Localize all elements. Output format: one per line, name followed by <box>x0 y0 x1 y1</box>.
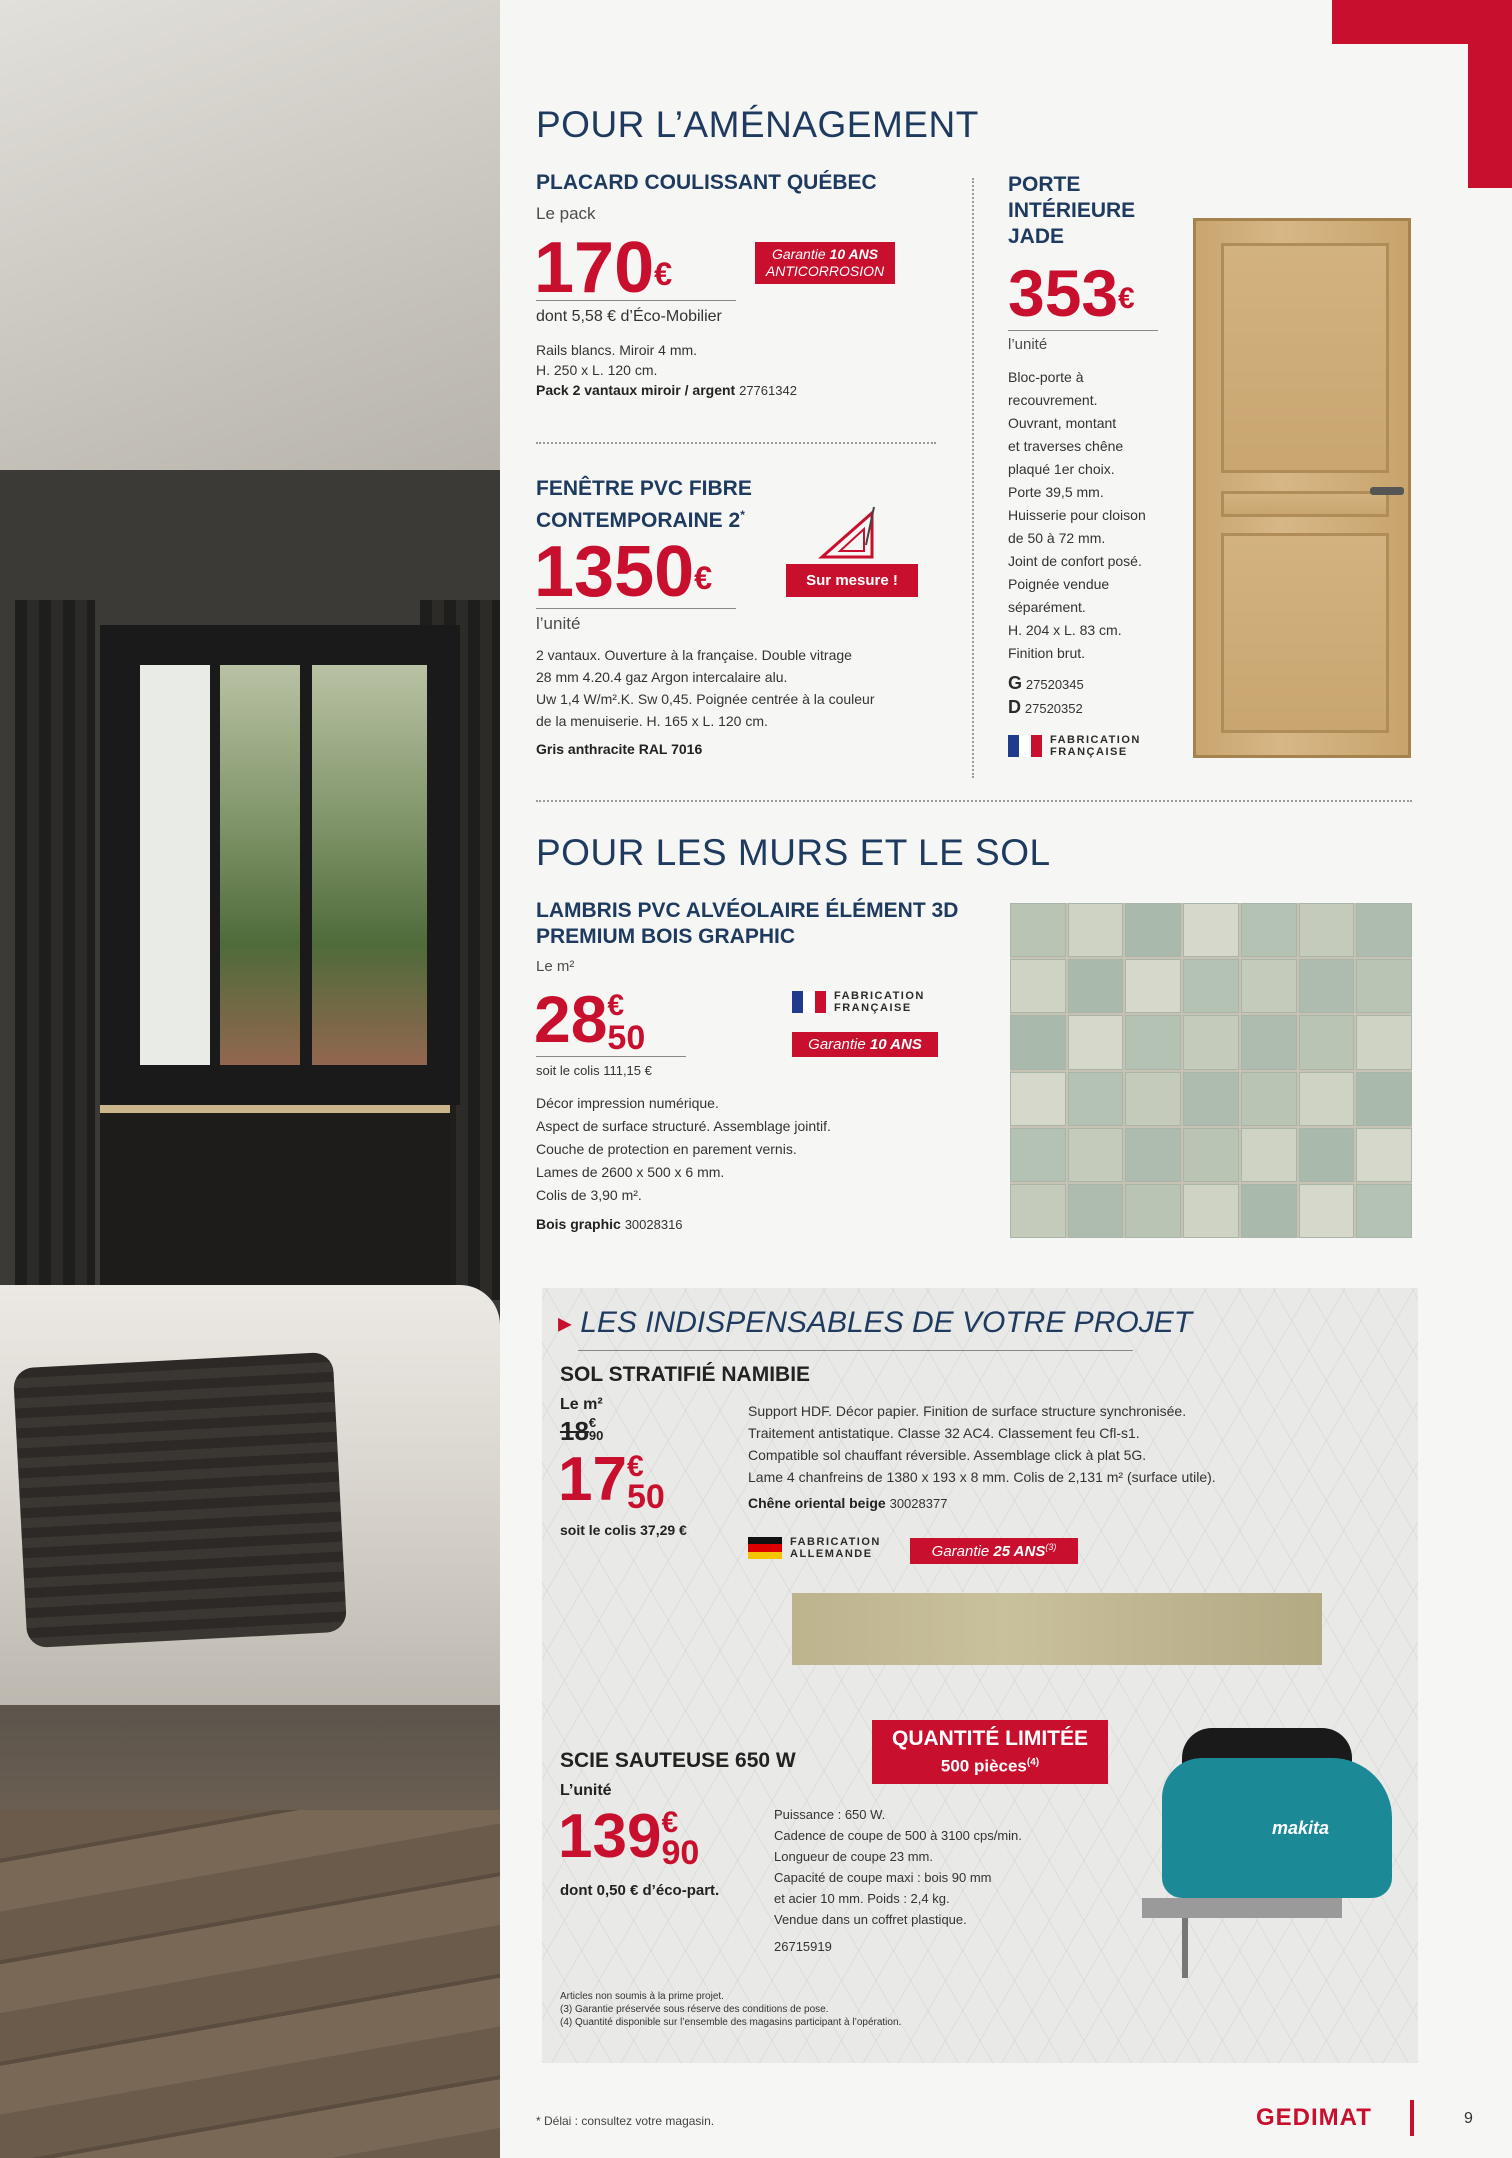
sol-guarantee-badge: Garantie 25 ANS$^{(3)}$ <box>910 1538 1078 1564</box>
wood-floor <box>0 1810 500 2158</box>
porte-title: PORTE INTÉRIEURE JADE <box>1008 173 1136 248</box>
tile-pattern-image <box>1010 903 1412 1238</box>
set-square-icon <box>812 505 882 565</box>
porte-refs: G 27520345 D 27520352 <box>1008 673 1084 717</box>
pillow <box>13 1352 347 1648</box>
scie-price: 139 € 90 <box>558 1802 700 1872</box>
indispensables-box <box>542 1288 1418 2063</box>
curtain-left <box>15 600 95 1300</box>
box-footnotes: Articles non soumis à la prime projet. (3) Garantie préservée sous réserve des conditions de pose. (4) Quantité disponible sur l’ensemble des magasins participant à l’opération. <box>560 1991 902 2028</box>
ceiling <box>0 0 500 470</box>
placard-title: PLACARD COULISSANT QUÉBEC <box>536 171 877 194</box>
section-title-amenagement: POUR L’AMÉNAGEMENT <box>536 104 979 145</box>
sol-unit: Le m² <box>560 1396 603 1413</box>
lambris-guarantee-badge: Garantie 10 ANS <box>792 1032 938 1057</box>
sol-title: SOL STRATIFIÉ NAMIBIE <box>560 1363 811 1386</box>
section-title-murs-sol: POUR LES MURS ET LE SOL <box>536 832 1051 873</box>
jigsaw-image: makita <box>1142 1728 1422 1998</box>
placard-guarantee-badge: Garantie 10 ANS ANTICORROSION <box>755 242 895 284</box>
porte-unit: l’unité <box>1008 336 1048 353</box>
window-photo <box>100 625 460 1105</box>
scie-title: SCIE SAUTEUSE 650 W <box>560 1749 796 1772</box>
indispensables-title: ▶ LES INDISPENSABLES DE VOTRE PROJET <box>558 1306 1193 1339</box>
scie-desc: Puissance : 650 W. Cadence de coupe de 500 à 3100 cps/min. Longueur de coupe 23 mm. Capacité de coupe maxi : bois 90 mm et acier 10 mm. Poids : 2,4 kg. Vendue dans un coffret plastique. 26715919 <box>774 1807 1022 1954</box>
footer-note: * Délai : consultez votre magasin. <box>536 2114 715 2128</box>
lambris-unit: Le m² <box>536 958 575 975</box>
lambris-price: 28 € 50 <box>534 982 646 1057</box>
lambris-fabrication-francaise: FABRICATION FRANÇAISE <box>792 990 925 1014</box>
sol-colis: soit le colis 37,29 € <box>560 1522 687 1538</box>
scie-eco: dont 0,50 € d’éco-part. <box>560 1882 720 1899</box>
fenetre-unit: l’unité <box>536 614 581 633</box>
fenetre-price: 1350€ <box>534 532 713 612</box>
porte-fabrication-francaise: FABRICATION FRANÇAISE <box>1008 734 1141 758</box>
laminate-plank-image <box>792 1593 1322 1665</box>
lambris-title: LAMBRIS PVC ALVÉOLAIRE ÉLÉMENT 3D PREMIUM BOIS GRAPHIC <box>536 899 959 948</box>
sol-old-price: 18 € 90 <box>560 1415 604 1446</box>
scie-unit: L’unité <box>560 1782 612 1799</box>
porte-desc: Bloc-porte à recouvrement. Ouvrant, montant et traverses chêne plaqué 1er choix. Porte 39,5 mm. Huisserie pour cloison de 50 à 72 mm. Joint de confort posé. Poignée vendue séparément. H. 204 x L. 83 cm. Finition brut. <box>1008 369 1146 661</box>
sol-price: 17 € 50 <box>558 1445 665 1516</box>
placard-eco: dont 5,58 € d’Éco-Mobilier <box>536 308 722 325</box>
gedimat-logo: GEDIMAT <box>1256 2104 1372 2131</box>
catalog-page <box>500 0 1512 2158</box>
fenetre-sur-mesure-badge: Sur mesure ! <box>786 564 918 597</box>
quantite-limitee-badge: QUANTITÉ LIMITÉE 500 pièces$^{(4)}$ <box>872 1720 1108 1784</box>
lambris-colis: soit le colis 111,15 € <box>536 1063 652 1078</box>
door-image <box>1193 218 1411 758</box>
placard-desc: Rails blancs. Miroir 4 mm. H. 250 x L. 120 cm. Pack 2 vantaux miroir / argent 27761342 <box>536 342 797 398</box>
germany-flag-icon <box>748 1537 782 1559</box>
fenetre-title: FENÊTRE PVC FIBRE CONTEMPORAINE 2* <box>536 477 752 532</box>
placard-price: 170€ <box>534 228 673 308</box>
fenetre-desc: 2 vantaux. Ouverture à la française. Double vitrage 28 mm 4.20.4 gaz Argon intercalaire alu. Uw 1,4 W/m².K. Sw 0,45. Poignée centrée à la couleur de la menuiserie. H. 165 x L. 120 cm. Gris anthracite RAL 7016 <box>536 647 875 757</box>
porte-price: 353€ <box>1008 256 1135 330</box>
bedroom-photo <box>0 0 500 2158</box>
france-flag-icon <box>1008 735 1042 757</box>
france-flag-icon <box>792 991 826 1013</box>
corner-decoration <box>1332 0 1512 188</box>
page-number: 9 <box>1464 2110 1473 2127</box>
sol-desc: Support HDF. Décor papier. Finition de surface structure synchronisée. Traitement antistatique. Classe 32 AC4. Classement feu Cfl-s1. Compatible sol chauffant réversible. Assemblage click à plat 5G. Lame 4 chanfreins de 1380 x 193 x 8 mm. Colis de 2,131 m² (surface utile). Chêne oriental beige 30028377 <box>748 1403 1216 1511</box>
placard-unit: Le pack <box>536 204 596 223</box>
lambris-desc: Décor impression numérique. Aspect de surface structuré. Assemblage jointif. Couche de protection en parement vernis. Lames de 2600 x 500 x 6 mm. Colis de 3,90 m². Bois graphic 30028316 <box>536 1095 831 1232</box>
dresser <box>100 1105 450 1315</box>
sol-fabrication-allemande: FABRICATION ALLEMANDE <box>748 1536 881 1560</box>
